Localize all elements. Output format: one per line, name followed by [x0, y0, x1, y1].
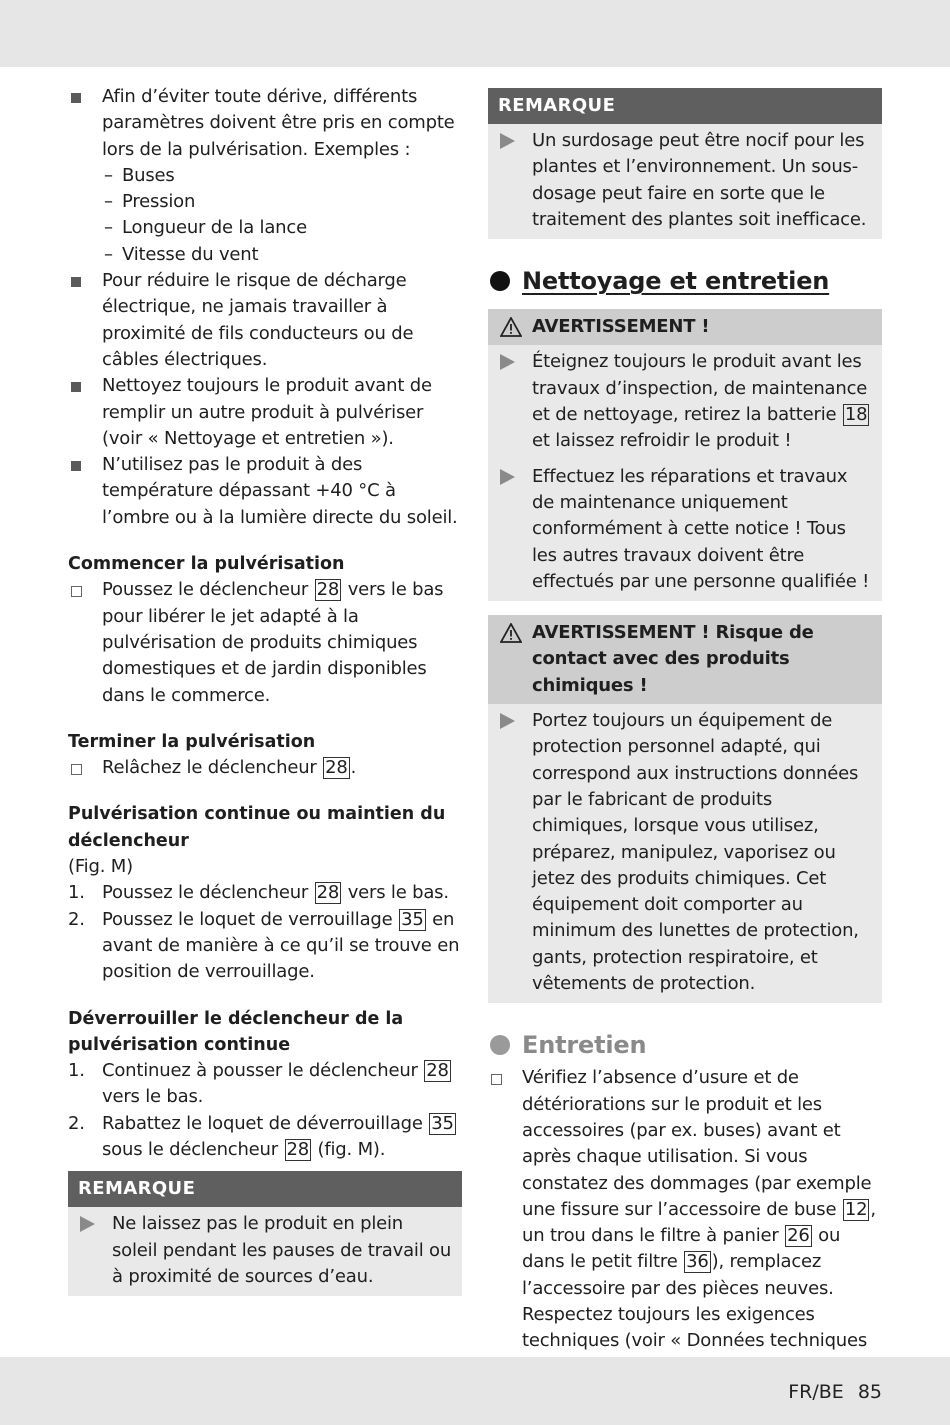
list-item: N’utilisez pas le produit à des température dépassant +40 °C à l’ombre ou à la lumière directe du soleil. — [68, 452, 462, 531]
triangle-bullet-icon — [500, 713, 515, 729]
warning-triangle-icon — [500, 317, 522, 337]
paragraph: Respectez toujours les exigences techniques (voir « Données techniques — [522, 1303, 868, 1352]
locale-label: FR/BE — [788, 1381, 844, 1403]
footer-bar — [0, 1357, 950, 1425]
sub-item: – Buses — [104, 164, 175, 186]
list-item: Éteignez toujours le produit avant les travaux d’inspection, de maintenance et de nettoyage, retirez la batterie 18 et laissez refroidir le produit ! — [498, 349, 872, 454]
right-column — [488, 88, 882, 1381]
note-box — [488, 88, 882, 239]
section-heading: Déverrouiller le déclencheur de la pulvérisation continue — [68, 1008, 404, 1055]
note-box — [68, 1171, 462, 1296]
sub-item: – Pression — [104, 191, 196, 213]
section-heading: Terminer la pulvérisation — [68, 731, 316, 752]
square-bullet-icon — [71, 461, 81, 471]
step-item: 1. Poussez le déclencheur 28 vers le bas. — [68, 882, 449, 904]
bullet-dot-icon — [490, 1035, 510, 1055]
triangle-bullet-icon — [500, 469, 515, 485]
reference-number: 28 — [316, 579, 340, 601]
list-item: Effectuez les réparations et travaux de maintenance uniquement conformément à cette notice ! Tous les autres travaux doivent être effectués par une personne qualifiée ! — [498, 464, 872, 595]
section-heading: Commencer la pulvérisation — [68, 554, 345, 575]
section-title: Entretien — [488, 1029, 882, 1061]
square-bullet-icon — [71, 382, 81, 392]
checkbox-icon — [71, 764, 82, 775]
list-item: Poussez le déclencheur 28 vers le bas pour libérer le jet adapté à la pulvérisation de produits chimiques domestiques et de jardin disponibles dans le commerce. — [68, 577, 462, 708]
warning-triangle-icon — [500, 623, 522, 643]
reference-number: 18 — [844, 404, 868, 426]
reference-number: 36 — [686, 1251, 709, 1273]
reference-number: 28 — [325, 757, 348, 779]
checkbox-icon — [71, 586, 82, 597]
list-item: Vérifiez l’absence d’usure et de détériorations sur le produit et les accessoires (par ex. buses) avant et après chaque utilisation. Si vous constatez des dommages (par exemple une fissure sur l’accessoire de buse 12 , un trou dans le filtre à panier 26 ou dans le petit filtre 36 ), remplacez l’accessoire par des pièces neuves. Respectez toujours les exigences techniques (voir « Données techniques — [488, 1065, 882, 1381]
warning-box — [488, 615, 882, 1003]
reference-number: 28 — [426, 1060, 449, 1082]
triangle-bullet-icon — [500, 133, 515, 149]
step-item: 2. Poussez le loquet de verrouillage 35 en avant de manière à ce qu’il se trouve en position de verrouillage. — [68, 908, 460, 983]
page-footer — [774, 1381, 882, 1403]
reference-number: 28 — [286, 1138, 310, 1160]
triangle-bullet-icon — [80, 1216, 95, 1232]
square-bullet-icon — [71, 277, 81, 287]
checkbox-icon — [491, 1074, 502, 1085]
list-item: Afin d’éviter toute dérive, différents paramètres doivent être pris en compte lors de la pulvérisation. Exemples : – Buses – Pression – Longueur de la lance – Vitesse du vent — [68, 84, 462, 268]
list-item: Nettoyez toujours le produit avant de remplir un autre produit à pulvériser (voir « Nettoyage et entretien »). — [68, 373, 462, 452]
warning-title: AVERTISSEMENT ! — [488, 309, 882, 345]
step-item: 1. Continuez à pousser le déclencheur 28 vers le bas. — [68, 1060, 449, 1108]
square-bullet-icon — [71, 93, 81, 103]
step-item: 2. Rabattez le loquet de déverrouillage 35 sous le déclencheur 28 (fig. M). — [68, 1112, 454, 1160]
reference-number: 12 — [844, 1198, 868, 1220]
section-title: Nettoyage et entretien — [488, 265, 882, 297]
section-heading: Pulvérisation continue ou maintien du déclencheur — [68, 804, 446, 851]
list-item: Portez toujours un équipement de protection personnel adapté, qui correspond aux instructions données par le fabricant de produits chimiques, lorsque vous utilisez, préparez, manipulez, vaporisez ou jetez des produits chimiques. Cet équipement doit comporter au minimum des lunettes de protection, gants, protection respiratoire, et vêtements de protection. — [498, 708, 872, 997]
page-number: 85 — [857, 1381, 882, 1403]
reference-number: 28 — [316, 882, 340, 904]
top-bar — [0, 0, 950, 67]
reference-number: 35 — [401, 908, 424, 930]
list-item: Un surdosage peut être nocif pour les plantes et l’environnement. Un sous-dosage peut faire en sorte que le traitement des plantes soit inefficace. — [498, 128, 872, 233]
note-title: REMARQUE — [68, 1171, 462, 1207]
triangle-bullet-icon — [500, 354, 515, 370]
sub-item: – Longueur de la lance — [104, 217, 307, 239]
list-item: Pour réduire le risque de décharge électrique, ne jamais travailler à proximité de fils conducteurs ou de câbles électriques. — [68, 268, 462, 373]
note-title: REMARQUE — [488, 88, 882, 124]
reference-number: 35 — [431, 1112, 454, 1134]
figure-reference: (Fig. M) — [68, 856, 133, 878]
warning-title: AVERTISSEMENT ! Risque de contact avec des produits chimiques ! — [488, 615, 882, 704]
reference-number: 26 — [787, 1225, 810, 1247]
warning-box — [488, 309, 882, 601]
left-column — [68, 84, 462, 1296]
list-item: Relâchez le déclencheur 28 . — [68, 755, 462, 781]
bullet-dot-icon — [490, 271, 510, 291]
sub-item: – Vitesse du vent — [104, 243, 259, 265]
list-item: Ne laissez pas le produit en plein soleil pendant les pauses de travail ou à proximité de sources d’eau. — [78, 1211, 452, 1290]
